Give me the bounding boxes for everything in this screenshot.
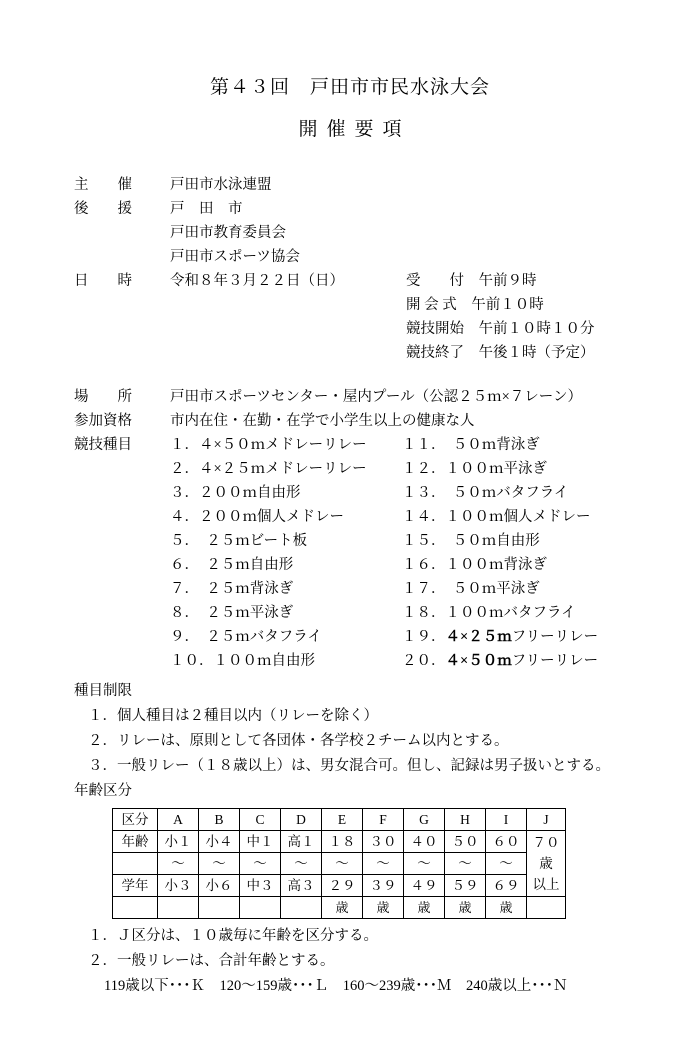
field-support-extra-1 bbox=[74, 221, 670, 245]
schedule-row-3 bbox=[74, 317, 670, 341]
relay-age-note: 119歳以下･･･Ｋ 120〜159歳･･･Ｌ 160〜239歳･･･Ｍ 240歳以上･･･Ｎ bbox=[104, 978, 568, 994]
suffix-cell-d bbox=[281, 897, 322, 919]
event-item: １６．１００ｍ背泳ぎ bbox=[402, 557, 547, 573]
grade-value-g: ４９ bbox=[410, 878, 438, 893]
event-item: ２．４×２５ｍメドレーリレー bbox=[170, 461, 367, 477]
event-item: １２．１００ｍ平泳ぎ bbox=[402, 461, 547, 477]
age-cell-j bbox=[527, 831, 566, 897]
event-item: １４．１００ｍ個人メドレー bbox=[402, 509, 591, 525]
page-subtitle: 開催要項 bbox=[298, 119, 411, 140]
table-row-header bbox=[113, 809, 566, 831]
field-venue-label: 場 所 bbox=[74, 389, 132, 405]
event-item: １．４×５０ｍメドレーリレー bbox=[170, 437, 367, 453]
event-item: １３． ５０ｍバタフライ bbox=[402, 485, 569, 501]
grade-cell-f bbox=[363, 875, 404, 897]
restriction-item: １．個人種目は２種目以内（リレーを除く） bbox=[88, 708, 378, 724]
schedule-time-2: 開 会 式 午前１０時 bbox=[406, 297, 544, 313]
tilde-cell-f: 〜 bbox=[363, 853, 404, 875]
age-cell-e: １８ bbox=[322, 831, 363, 853]
tilde-cell-d: 〜 bbox=[281, 853, 322, 875]
col-header-j: J bbox=[527, 809, 566, 831]
table-row-age bbox=[113, 831, 566, 853]
row-label-spacer-2 bbox=[113, 897, 158, 919]
col-header-i: I bbox=[486, 809, 527, 831]
event-item: ６． ２５ｍ自由形 bbox=[170, 557, 294, 573]
event-item: １１． ５０ｍ背泳ぎ bbox=[402, 437, 540, 453]
age-cell-f: ３０ bbox=[363, 831, 404, 853]
tilde-cell-c: 〜 bbox=[240, 853, 281, 875]
schedule-time-4: 競技終了 午後１時（予定） bbox=[406, 345, 595, 361]
field-organizer bbox=[74, 173, 670, 197]
grade-cell-c: 中３ bbox=[240, 875, 281, 897]
age-cell-d: 高１ bbox=[281, 831, 322, 853]
field-schedule bbox=[74, 269, 670, 293]
schedule-values-4 bbox=[170, 341, 670, 365]
age-note-item: ２．一般リレーは、合計年齢とする。 bbox=[88, 953, 335, 969]
age-note-item: １．Ｊ区分は、１０歳毎に年齢を区分する。 bbox=[88, 928, 378, 944]
col-header-f: F bbox=[363, 809, 404, 831]
suffix-cell-i: 歳 bbox=[486, 897, 527, 919]
row-label-age: 年齢 bbox=[113, 831, 158, 853]
schedule-values-2 bbox=[170, 293, 670, 317]
schedule-time-1: 受 付 午前９時 bbox=[406, 273, 537, 289]
spacer bbox=[170, 341, 406, 365]
suffix-cell-e: 歳 bbox=[322, 897, 363, 919]
grade-cell-b: 小６ bbox=[199, 875, 240, 897]
grade-cell-g bbox=[404, 875, 445, 897]
tilde-cell-e: 〜 bbox=[322, 853, 363, 875]
row-label-division: 区分 bbox=[113, 809, 158, 831]
age-cell-a: 小１ bbox=[158, 831, 199, 853]
age-cell-c: 中１ bbox=[240, 831, 281, 853]
event-style: フリーリレー bbox=[511, 653, 599, 669]
tilde-cell-h: 〜 bbox=[445, 853, 486, 875]
table-row-suffix bbox=[113, 897, 566, 919]
suffix-cell-g: 歳 bbox=[404, 897, 445, 919]
field-eligibility-label: 参加資格 bbox=[74, 413, 132, 429]
event-item: １８．１００ｍバタフライ bbox=[402, 605, 576, 621]
schedule-date: 令和８年３月２２日（日） bbox=[170, 273, 344, 289]
tilde-cell-a: 〜 bbox=[158, 853, 199, 875]
event-item: ９． ２５ｍバタフライ bbox=[170, 629, 322, 645]
suffix-cell-j bbox=[527, 897, 566, 919]
schedule-values-3 bbox=[170, 317, 670, 341]
row-label-grade: 学年 bbox=[113, 875, 158, 897]
support-extra-value-1: 戸田市教育委員会 bbox=[170, 225, 286, 241]
age-cell-g: ４０ bbox=[404, 831, 445, 853]
table-row-grade bbox=[113, 875, 566, 897]
restriction-item: ３．一般リレー（１８歳以上）は、男女混合可。但し、記録は男子扱いとする。 bbox=[88, 758, 610, 774]
event-item: １０．１００ｍ自由形 bbox=[170, 653, 315, 669]
j-age-unit: 歳 bbox=[539, 856, 553, 871]
field-support-extra-2 bbox=[74, 245, 670, 269]
suffix-cell-f: 歳 bbox=[363, 897, 404, 919]
spacer bbox=[170, 293, 406, 317]
col-header-c: C bbox=[240, 809, 281, 831]
field-support-value: 戸 田 市 bbox=[170, 201, 243, 217]
event-style: フリーリレー bbox=[511, 629, 599, 645]
age-division-table bbox=[112, 808, 566, 919]
suffix-cell-c bbox=[240, 897, 281, 919]
field-eligibility-value: 市内在住・在勤・在学で小学生以上の健康な人 bbox=[170, 413, 475, 429]
event-item: ５． ２５ｍビート板 bbox=[170, 533, 308, 549]
field-events-label: 競技種目 bbox=[74, 437, 132, 453]
event-distance: ４×５０ｍ bbox=[445, 653, 512, 669]
spacer bbox=[170, 317, 406, 341]
grade-cell-d: 高３ bbox=[281, 875, 322, 897]
suffix-cell-a bbox=[158, 897, 199, 919]
grade-value-e: ２９ bbox=[328, 878, 356, 893]
field-venue-value: 戸田市スポーツセンター・屋内プール（公認２５ｍ×７レーン） bbox=[170, 389, 582, 405]
grade-value-i: ６９ bbox=[492, 878, 520, 893]
age-section-heading: 年齢区分 bbox=[74, 783, 132, 799]
field-support bbox=[74, 197, 670, 221]
spacer-block bbox=[74, 365, 670, 385]
grade-value-h: ５９ bbox=[451, 878, 479, 893]
age-cell-b: 小４ bbox=[199, 831, 240, 853]
age-notes bbox=[0, 924, 700, 999]
event-item: ３．２００ｍ自由形 bbox=[170, 485, 301, 501]
table-row-tilde bbox=[113, 853, 566, 875]
suffix-cell-h: 歳 bbox=[445, 897, 486, 919]
events-column-2 bbox=[402, 433, 598, 673]
events-columns bbox=[170, 433, 670, 673]
event-number: １９． bbox=[402, 629, 446, 645]
suffix-cell-b bbox=[199, 897, 240, 919]
field-support-label: 後 援 bbox=[74, 201, 132, 217]
col-header-d: D bbox=[281, 809, 322, 831]
grade-value-f: ３９ bbox=[369, 878, 397, 893]
j-age-value: ７０ bbox=[532, 835, 560, 850]
schedule-row-2 bbox=[74, 293, 670, 317]
col-header-h: H bbox=[445, 809, 486, 831]
col-header-b: B bbox=[199, 809, 240, 831]
age-table-wrapper bbox=[0, 808, 700, 919]
col-header-a: A bbox=[158, 809, 199, 831]
grade-cell-h bbox=[445, 875, 486, 897]
restriction-item: ２．リレーは、原則として各団体・各学校２チーム以内とする。 bbox=[88, 733, 509, 749]
event-distance: ４×２５ｍ bbox=[445, 629, 512, 645]
field-organizer-value: 戸田市水泳連盟 bbox=[170, 177, 272, 193]
event-item: ７． ２５ｍ背泳ぎ bbox=[170, 581, 294, 597]
field-eligibility bbox=[74, 409, 670, 433]
field-schedule-label: 日 時 bbox=[74, 273, 132, 289]
support-extra-value-2: 戸田市スポーツ協会 bbox=[170, 249, 300, 265]
schedule-values bbox=[170, 269, 670, 293]
event-number: ２０． bbox=[402, 653, 446, 669]
event-item bbox=[402, 649, 598, 673]
tilde-cell-b: 〜 bbox=[199, 853, 240, 875]
event-item: １７． ５０ｍ平泳ぎ bbox=[402, 581, 540, 597]
field-events bbox=[74, 433, 670, 673]
row-label-spacer bbox=[113, 853, 158, 875]
event-item: ４．２００ｍ個人メドレー bbox=[170, 509, 344, 525]
j-age-over: 以上 bbox=[532, 877, 560, 892]
grade-cell-i bbox=[486, 875, 527, 897]
event-item bbox=[402, 625, 598, 649]
field-venue bbox=[74, 385, 670, 409]
age-cell-i: ６０ bbox=[486, 831, 527, 853]
schedule-time-3: 競技開始 午前１０時１０分 bbox=[406, 321, 595, 337]
event-item: ８． ２５ｍ平泳ぎ bbox=[170, 605, 294, 621]
document-page bbox=[0, 72, 700, 1063]
age-cell-h: ５０ bbox=[445, 831, 486, 853]
col-header-g: G bbox=[404, 809, 445, 831]
events-column-1 bbox=[170, 433, 402, 673]
schedule-row-4 bbox=[74, 341, 670, 365]
grade-cell-e bbox=[322, 875, 363, 897]
restrictions-section bbox=[0, 679, 700, 804]
event-item: １５． ５０ｍ自由形 bbox=[402, 533, 540, 549]
field-organizer-label: 主 催 bbox=[74, 177, 132, 193]
grade-cell-a: 小３ bbox=[158, 875, 199, 897]
tilde-cell-i: 〜 bbox=[486, 853, 527, 875]
col-header-e: E bbox=[322, 809, 363, 831]
page-title: 第４３回 戸田市市民水泳大会 bbox=[209, 77, 490, 98]
tilde-cell-g: 〜 bbox=[404, 853, 445, 875]
restrictions-heading: 種目制限 bbox=[74, 683, 132, 699]
document-body bbox=[0, 173, 700, 673]
